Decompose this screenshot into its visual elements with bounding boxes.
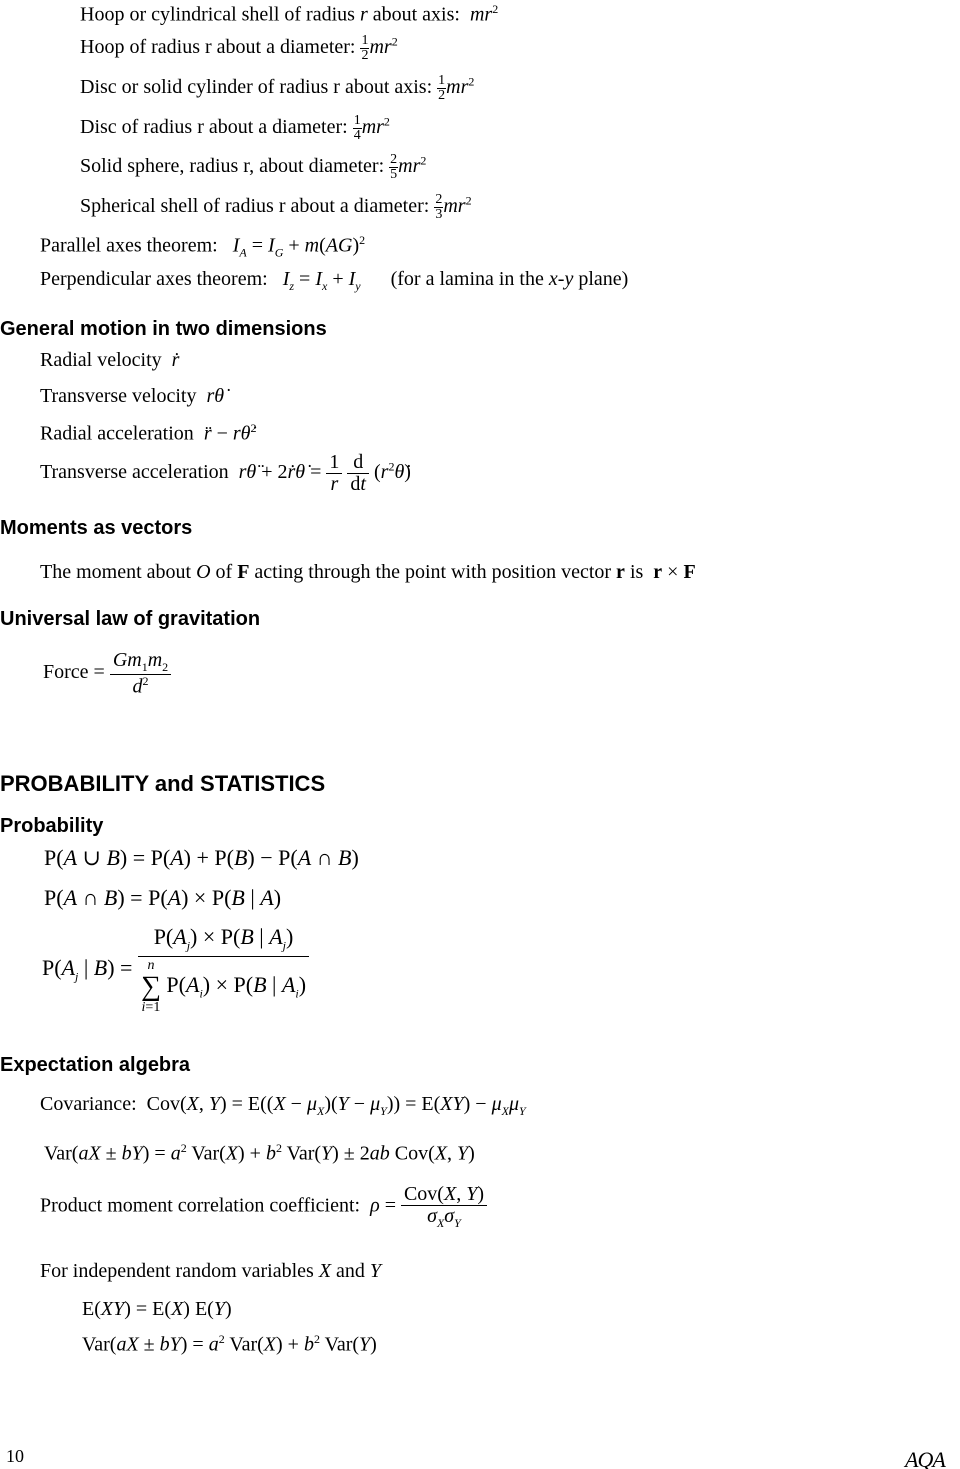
perpendicular-axes-label: Perpendicular axes theorem:: [40, 268, 268, 290]
hoop-diameter-line: Hoop of radius r about a diameter: $\frac{1}{2}$ $mr^2$: [80, 33, 398, 63]
covariance-label: Covariance:: [40, 1093, 137, 1115]
solid-sphere-line: Solid sphere, radius r, about diameter: $\frac{2}{5}$ $mr^2$: [80, 152, 427, 182]
moment-line: The moment about O of F acting through the point with position vector r is r × F: [40, 561, 696, 583]
radial-acceleration-label: Radial acceleration: [40, 422, 194, 445]
union-formula: P(A ∪ B) = P(A) + P(B) − P(A ∩ B): [44, 845, 359, 870]
lamina-note: (for a lamina in the x-y plane): [390, 268, 629, 290]
probability-heading: Probability: [0, 815, 104, 837]
disc-diameter-label: Disc of radius r about a diameter:: [80, 116, 348, 139]
variance-line: $Var(aX \pm bY) = a^2$ $Var(X) + b^2$ Var(Y) ± 2ab Cov(X, Y): [44, 1141, 475, 1165]
independent-line: [40, 1260, 381, 1283]
moment-text: The moment about O of F acting through the point with position vector r is: [40, 561, 644, 583]
radial-velocity-line: Radial velocity ṙ: [40, 349, 180, 371]
parallel-axes-label: Parallel axes theorem:: [40, 234, 218, 257]
parallel-axes-line: Parallel axes theorem: $I_A = I_G + m(AG)^2$: [40, 233, 366, 260]
pmcc-label: Product moment correlation coefficient:: [40, 1194, 361, 1217]
intersection-formula: P(A ∩ B) = P(A) × P(B | A): [44, 885, 282, 910]
hoop-axis-text: Hoop or cylindrical shell of radius r about axis:: [80, 3, 460, 26]
aqa-logo: AQA: [905, 1447, 945, 1469]
covariance-line: Covariance: Cov(X, $Y) = E((X - \mu_X)(Y - \mu_Y)) = E(XY) - \mu_X\mu_Y$: [40, 1093, 526, 1118]
force-label: Force: [43, 661, 89, 684]
radial-acceleration-line: Radial acceleration r̈ − rθ̇$^2$: [40, 421, 257, 445]
disc-diameter-line: Disc of radius r about a diameter: $\frac{1}{4}$ $mr^2$: [80, 113, 390, 143]
hoop-diameter-label: Hoop of radius r about a diameter:: [80, 36, 356, 59]
gravitation-force-line: Force = $\frac{Gm_1m_2}{d^2}$: [43, 650, 171, 697]
page-number: 10: [6, 1446, 24, 1466]
expectation-heading: Expectation algebra: [0, 1054, 191, 1076]
gravitation-heading: Universal law of gravitation: [0, 608, 261, 630]
moments-heading: Moments as vectors: [0, 517, 193, 539]
pmcc-line: Product moment correlation coefficient: ρ = $\frac{\text{Cov(X, Y)}}{\sigma_X\sigma_Y}$: [40, 1184, 487, 1230]
spherical-shell-line: Spherical shell of radius r about a diameter: $\frac{2}{3}$ $mr^2$: [80, 192, 472, 222]
transverse-velocity-label: Transverse velocity: [40, 385, 197, 407]
perpendicular-axes-line: Perpendicular axes theorem: $I_z = I_x + I_y$ (for a lamina in the x-y plane): [40, 268, 629, 293]
transverse-acceleration-line: Transverse acceleration rθ̈ + 2ṙθ̇ = $\frac{1}{r}$ $\frac{d}{dt}$ $(r^2\thetȧ)$: [40, 451, 411, 495]
section-title: PROBABILITY and STATISTICS: [0, 771, 326, 796]
transverse-acceleration-label: Transverse acceleration: [40, 461, 229, 484]
disc-axis-label: Disc or solid cylinder of radius r about axis:: [80, 76, 433, 99]
bayes-formula: $P(A_j$ | B) = $P(A_j) \times P(B$ | $A_j$) n ∑ i=1 $P(A_i) \times P(B$ | $A_i$): [42, 925, 309, 1015]
solid-sphere-label: Solid sphere, radius r, about diameter:: [80, 155, 385, 178]
radial-velocity-label: Radial velocity: [40, 349, 162, 371]
independent-expectation: E(XY) = E(X) E(Y): [82, 1298, 232, 1320]
transverse-velocity-line: Transverse velocity rθ̇: [40, 385, 225, 407]
general-motion-heading: General motion in two dimensions: [0, 318, 327, 340]
hoop-axis-line: Hoop or cylindrical shell of radius r about axis: $mr^2$: [80, 2, 499, 26]
independent-label: For independent random variables X and Y: [40, 1260, 382, 1282]
independent-variance: $Var(aX \pm bY) = a^2$ $Var(X) + b^2$ Var(Y): [82, 1332, 377, 1356]
disc-axis-line: Disc or solid cylinder of radius r about axis: $\frac{1}{2}$ $mr^2$: [80, 73, 475, 103]
spherical-shell-label: Spherical shell of radius r about a diameter:: [80, 195, 430, 218]
